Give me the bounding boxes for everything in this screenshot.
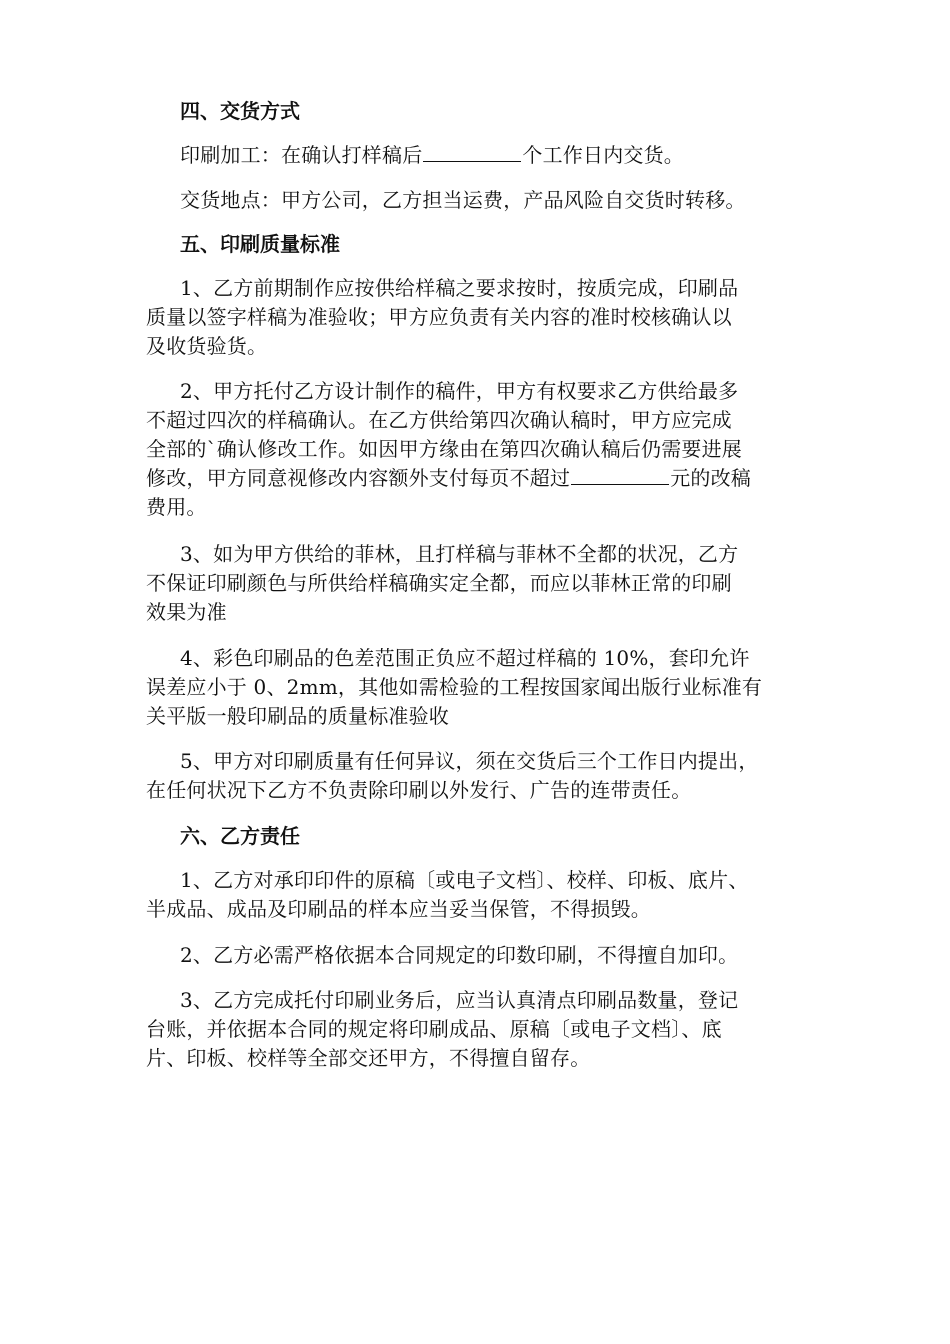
- s6-p2-line-1: 2、乙方必需严格依据本合同规定的印数印刷，不得擅自加印。: [180, 943, 739, 967]
- s5-p3-line-2: 不保证印刷颜色与所供给样稿确实定全都，而应以菲林正常的印刷: [146, 571, 732, 595]
- s5-p2-line-5: 费用。: [146, 495, 207, 519]
- s5-p1-line-1: 1、乙方前期制作应按供给样稿之要求按时，按质完成，印刷品: [180, 276, 739, 300]
- s6-p3-line-3: 片、印板、校样等全部交还甲方，不得擅自留存。: [146, 1046, 591, 1070]
- workdays-blank: [423, 143, 521, 162]
- print-processing-text: 印刷加工：在确认打样稿后: [180, 143, 423, 167]
- s5-p3-line-3: 效果为准: [146, 600, 227, 624]
- section-6-heading: 六、乙方责任: [180, 824, 300, 848]
- print-processing-line: [180, 140, 850, 170]
- revision-fee-text: 修改，甲方同意视修改内容额外支付每页不超过: [146, 466, 571, 490]
- s5-p2-line-2: 不超过四次的样稿确认。在乙方供给第四次确认稿时，甲方应完成: [146, 408, 732, 432]
- s5-p1-line-2: 质量以签字样稿为准验收；甲方应负责有关内容的准时校核确认以: [146, 305, 732, 329]
- s5-p2-line-1: 2、甲方托付乙方设计制作的稿件，甲方有权要求乙方供给最多: [180, 379, 739, 403]
- fee-blank: [571, 466, 669, 485]
- s5-p3-line-1: 3、如为甲方供给的菲林，且打样稿与菲林不全都的状况，乙方: [180, 542, 739, 566]
- s5-p2-line-4: [146, 463, 816, 493]
- s6-p3-line-1: 3、乙方完成托付印刷业务后，应当认真清点印刷品数量，登记: [180, 988, 739, 1012]
- s5-p2-line-3: 全部的`确认修改工作。如因甲方缘由在第四次确认稿后仍需要进展: [146, 437, 742, 461]
- delivery-location-line: 交货地点：甲方公司，乙方担当运费，产品风险自交货时转移。: [180, 188, 746, 212]
- s5-p1-line-3: 及收货验货。: [146, 334, 268, 358]
- s5-p5-line-2: 在任何状况下乙方不负责除印刷以外发行、广告的连带责任。: [146, 778, 692, 802]
- print-processing-tail: 个工作日内交货。: [522, 143, 685, 167]
- s6-p1-line-2: 半成品、成品及印刷品的样本应当妥当保管，不得损毁。: [146, 897, 651, 921]
- revision-fee-tail: 元的改稿: [670, 466, 752, 490]
- s5-p4-line-3: 关平版一般印刷品的质量标准验收: [146, 704, 449, 728]
- s6-p3-line-2: 台账，并依据本合同的规定将印刷成品、原稿〔或电子文档〕、底: [146, 1017, 722, 1041]
- s6-p1-line-1: 1、乙方对承印印件的原稿〔或电子文档〕、校样、印板、底片、: [180, 868, 749, 892]
- s5-p4-line-2: 误差应小于 0、2mm，其他如需检验的工程按国家闻出版行业标准有: [146, 675, 763, 699]
- s5-p4-line-1: 4、彩色印刷品的色差范围正负应不超过样稿的 10%，套印允许: [180, 646, 750, 670]
- section-4-heading: 四、交货方式: [180, 99, 300, 123]
- s5-p5-line-1: 5、甲方对印刷质量有任何异议，须在交货后三个工作日内提出，: [180, 749, 759, 773]
- section-5-heading: 五、印刷质量标准: [180, 232, 340, 256]
